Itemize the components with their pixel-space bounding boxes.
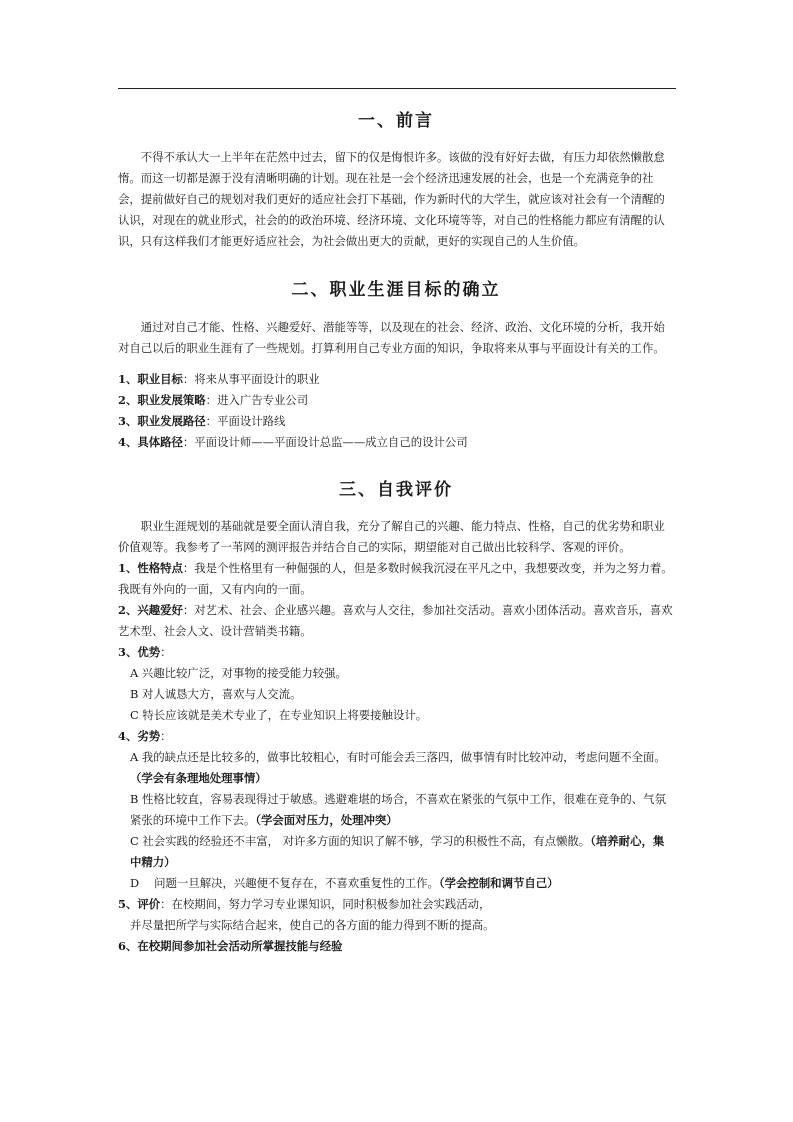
- personality-paragraph: [118, 558, 674, 600]
- list-item: B 性格比较直，容易表现得过于敏感。逃避难堪的场合，不喜欢在紧张的气氛中工作，很难在竞争的、气氛紧张的环境中工作下去。（学会面对压力，处理冲突）: [130, 792, 666, 827]
- advantages-heading: 3、优势：: [118, 645, 172, 659]
- interests-paragraph: [118, 600, 674, 642]
- list-item: [118, 369, 674, 390]
- list-item-text: ：平面设计路线: [205, 414, 286, 428]
- advice-note: （学会有条理地处理事情）: [130, 771, 267, 785]
- evaluation-text: ：在校期间，努力学习专业课知识，同时积极参加社会实践活动，: [160, 897, 491, 911]
- list-item: A 兴趣比较广泛，对事物的接受能力较强。: [130, 666, 347, 680]
- section-title-self-evaluation: 三、自我评价: [339, 480, 453, 500]
- disadvantages-label: 4、劣势: [118, 729, 161, 743]
- list-item-text: ：将来从事平面设计的职业: [182, 372, 320, 386]
- skills-heading: 6、在校期间参加社会活动所掌握技能与经验: [118, 939, 343, 953]
- career-goal-list: [118, 369, 674, 453]
- preface-paragraph: 不得不承认大一上半年在茫然中过去，留下的仅是悔恨许多。该做的没有好好去做，有压力却依然懒散怠惰。而这一切都是源于没有清晰明确的计划。现在社是一会个经济迅速发展的社会，也是一个充满竞争的社会，提前做好自己的规划对我们更好的适应社会打下基础，作为新时代的大学生，就应该对社会有一个清醒的认识，对现在的就业形式，社会的的政治环境、经济环境、文化环境等等，对自己的性格能力都应有清醒的认识，只有这样我们才能更好适应社会，为社会做出更大的贡献，更好的实现自己的人生价值。: [118, 150, 665, 248]
- list-item: B 对人诚恳大方，喜欢与人交流。: [130, 687, 302, 701]
- personality-text: ：我是个性格里有一种倔强的人，但是多数时候我沉浸在平凡之中，我想要改变，并为之努力着。我既有外向的一面，又有内向的一面。: [118, 561, 673, 596]
- list-item: [118, 411, 674, 432]
- list-item-text: ：进入广告专业公司: [205, 393, 309, 407]
- personality-label: 1、性格特点: [118, 561, 183, 575]
- list-item: [118, 390, 674, 411]
- advantages-label: 3、优势: [118, 645, 161, 659]
- list-item: C 社会实践的经验还不丰富， 对许多方面的知识了解不够，学习的积极性不高，有点懒散。（培养耐心，集中精力）: [130, 834, 665, 869]
- list-item-label: 4、具体路径: [118, 435, 183, 449]
- list-item-label: 3、职业发展路径: [118, 414, 206, 428]
- document-body: [118, 110, 674, 957]
- evaluation-continuation: 并尽量把所学与实际结合起来，使自己的各方面的能力得到不断的提高。: [130, 918, 495, 932]
- list-item-label: 1、职业目标: [118, 372, 183, 386]
- interests-label: 2、兴趣爱好: [118, 603, 183, 617]
- header-rule: [118, 88, 676, 89]
- section-title-career-goal: 二、职业生涯目标的确立: [291, 280, 501, 300]
- list-item: A 我的缺点还是比较多的，做事比较粗心，有时可能会丢三落四，做事情有时比较冲动，考虑问题不全面。（学会有条理地处理事情）: [130, 750, 666, 785]
- self-evaluation-intro: 职业生涯规划的基础就是要全面认清自我，充分了解自己的兴趣、能力特点、性格，自己的优劣势和职业价值观等。我参考了一苇网的测评报告并结合自己的实际，期望能对自己做出比较科学、客观的评价。: [118, 519, 665, 554]
- list-item: C 特长应该就是美术专业了，在专业知识上将要接触设计。: [130, 708, 428, 722]
- section-title-preface: 一、前言: [358, 111, 434, 131]
- advice-note: （学会面对压力，处理冲突）: [255, 813, 398, 827]
- disadvantages-heading: 4、劣势：: [118, 729, 172, 743]
- list-item-text: ：平面设计师——平面设计总监——成立自己的设计公司: [182, 435, 468, 449]
- interests-text: ：对艺术、社会、企业感兴趣。喜欢与人交往，参加社交活动。喜欢小团体活动。喜欢音乐，喜欢艺术型、社会人文、设计营销类书籍。: [118, 603, 673, 638]
- list-item-label: 2、职业发展策略: [118, 393, 206, 407]
- career-goal-paragraph: 通过对自己才能、性格、兴趣爱好、潜能等等，以及现在的社会、经济、政治、文化环境的分析，我开始对自己以后的职业生涯有了一些规划。打算利用自己专业方面的知识，争取将来从事与平面设计有关的工作。: [118, 320, 665, 355]
- advice-note: （学会控制和调节自己）: [438, 876, 559, 890]
- list-item: D 问题一旦解决，兴趣便不复存在，不喜欢重复性的工作。（学会控制和调节自己）: [130, 876, 559, 890]
- evaluation-paragraph: [118, 894, 674, 915]
- list-item: [118, 432, 674, 453]
- advice-note: （培养耐心，集中精力）: [130, 834, 665, 869]
- evaluation-label: 5、评价: [118, 897, 161, 911]
